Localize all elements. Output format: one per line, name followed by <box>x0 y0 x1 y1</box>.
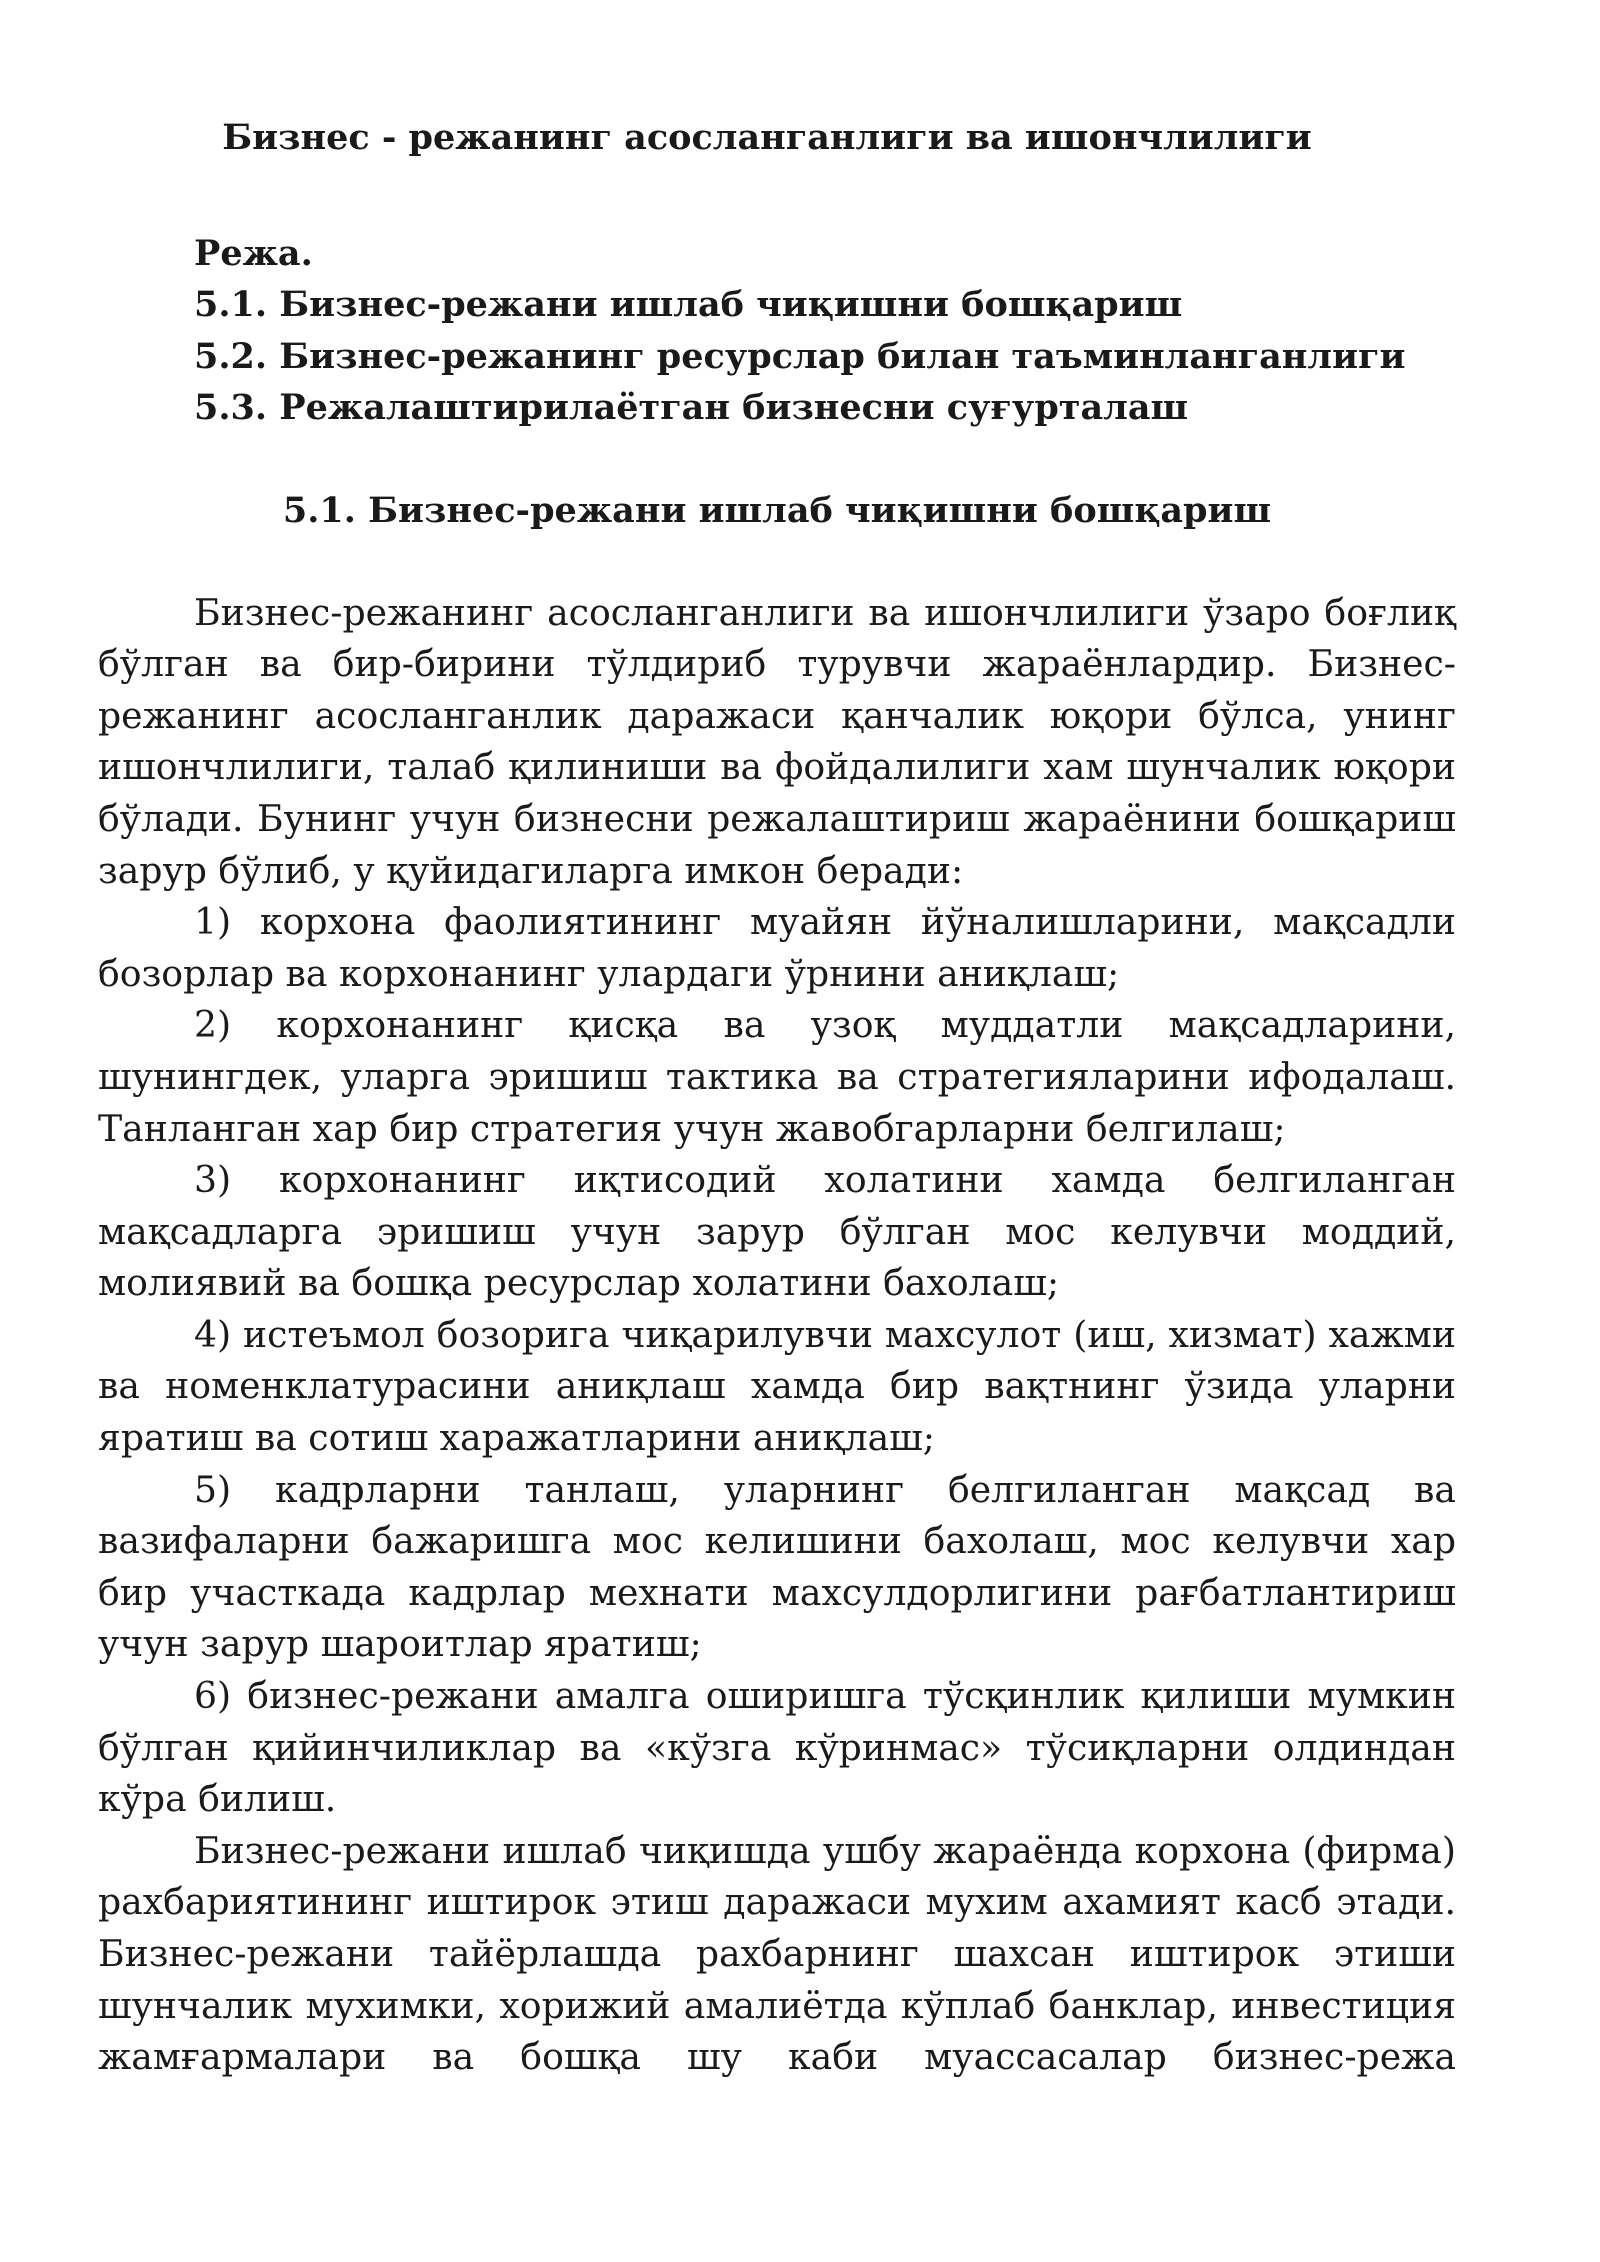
plan-item: 5.2. Бизнес-режанинг ресурслар билан таъминланганлиги <box>194 335 1406 377</box>
list-item: 5) кадрларни танлаш, уларнинг белгиланган мақсад ва вазифаларни бажаришга мос келишини бахолаш, мос келувчи хар бир участкада кадрлар мехнати махсулдорлигини рағбатлантириш учун зарур шароитлар яратиш; <box>98 1467 1456 1666</box>
plan-item: 5.1. Бизнес-режани ишлаб чиқишни бошқариш <box>194 284 1183 326</box>
document-page <box>98 112 1456 2083</box>
plan-item: 5.3. Режалаштирилаётган бизнесни суғурталаш <box>194 387 1189 429</box>
list-item: 2) корхонанинг қисқа ва узоқ муддатли мақсадларини, шунингдек, уларга эришиш тактика ва стратегияларини ифодалаш. Танланган хар бир стратегия учун жавобгарларни белгилаш; <box>98 1003 1456 1150</box>
plan-heading: Режа. <box>194 232 313 274</box>
plan-block <box>98 228 1456 434</box>
document-title: Бизнес - режанинг асосланганлиги ва ишончлилиги <box>222 117 1312 158</box>
paragraph: Бизнес-режанинг асосланганлиги ва ишончлилиги ўзаро боғлиқ бўлган ва бир-бирини тўлдириб турувчи жараёнлардир. Бизнес-режанинг асосланганлик даражаси қанчалик юқори бўлса, унинг ишончлилиги, талаб қилиниши ва фойдалилиги хам шунчалик юқори бўлади. Бунинг учун бизнесни режалаштириш жараёнини бошқариш зарур бўлиб, у қуйидагиларга имкон беради: <box>98 590 1456 892</box>
list-item: 3) корхонанинг иқтисодий холатини хамда белгиланган мақсадларга эришиш учун зарур бўлган мос келувчи моддий, молиявий ва бошқа ресурслар холатини бахолаш; <box>98 1158 1456 1305</box>
body-text <box>98 587 1456 2083</box>
paragraph: Бизнес-режани ишлаб чиқишда ушбу жараёнда корхона (фирма) рахбариятининг иштирок этиш даражаси мухим ахамият касб этади. Бизнес-режани тайёрлашда рахбарнинг шахсан иштирок этиши шунчалик мухимки, хорижий амалиётда кўплаб банклар, инвестиция жамғармалари ва бошқа шу каби муассасалар бизнес-режа <box>98 1828 1456 2079</box>
list-item: 6) бизнес-режани амалга оширишга тўсқинлик қилиши мумкин бўлган қийинчиликлар ва «кўзга кўринмас» тўсиқларни олдиндан кўра билиш. <box>98 1674 1456 1821</box>
section-title: 5.1. Бизнес-режани ишлаб чиқишни бошқариш <box>282 489 1272 531</box>
list-item: 4) истеъмол бозорига чиқарилувчи махсулот (иш, хизмат) хажми ва номенклатурасини аниқлаш хамда бир вақтнинг ўзида уларни яратиш ва сотиш харажатларини аниқлаш; <box>98 1312 1456 1460</box>
list-item: 1) корхона фаолиятининг муайян йўналишларини, мақсадли бозорлар ва корхонанинг улардаги ўрнини аниқлаш; <box>98 900 1456 995</box>
